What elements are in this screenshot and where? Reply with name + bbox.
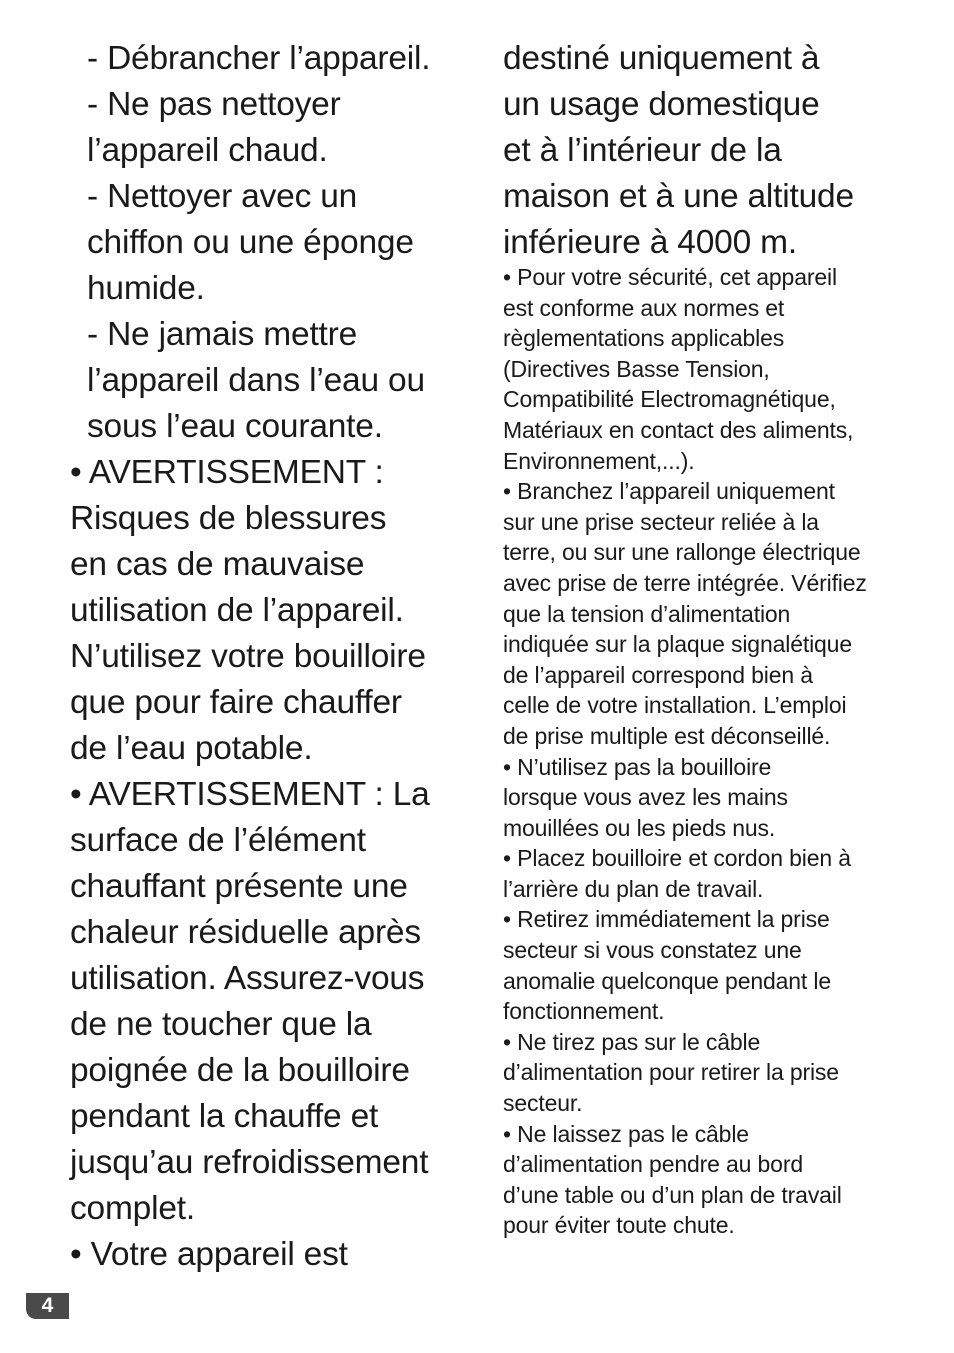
text-line: chaleur résiduelle après: [70, 914, 421, 951]
text-line: N’utilisez votre bouilloire: [70, 638, 426, 675]
text-line: mouillées ou les pieds nus.: [503, 814, 776, 841]
text-line: (Directives Basse Tension,: [503, 355, 770, 382]
text-line: Environnement,...).: [503, 447, 695, 474]
text-line: maison et à une altitude: [503, 178, 854, 215]
text-line: d’alimentation pour retirer la prise: [503, 1059, 839, 1086]
text-line: - Ne jamais mettre: [87, 316, 358, 353]
text-line: utilisation. Assurez-vous: [70, 960, 425, 997]
text-line: l’appareil dans l’eau ou: [87, 362, 425, 399]
text-line: de ne toucher que la: [70, 1006, 372, 1043]
text-line: • AVERTISSEMENT :: [70, 454, 384, 491]
page-number-badge: 4: [26, 1293, 69, 1319]
text-line: - Ne pas nettoyer: [87, 86, 341, 123]
text-line: • Pour votre sécurité, cet appareil: [503, 264, 837, 290]
text-line: fonctionnement.: [503, 998, 665, 1025]
text-line: • Placez bouilloire et cordon bien à: [503, 845, 851, 872]
text-line: secteur si vous constatez une: [503, 937, 802, 964]
text-line: • Retirez immédiatement la prise: [503, 906, 830, 933]
text-line: que pour faire chauffer: [70, 684, 402, 721]
text-line: inférieure à 4000 m.: [503, 224, 797, 261]
text-line: que la tension d’alimentation: [503, 600, 791, 627]
text-line: chiffon ou une éponge: [87, 224, 414, 261]
text-line: avec prise de terre intégrée. Vérifiez: [503, 569, 867, 596]
text-line: • Votre appareil est: [70, 1236, 348, 1273]
text-line: pour éviter toute chute.: [503, 1212, 735, 1239]
text-line: l’arrière du plan de travail.: [503, 875, 764, 902]
text-line: • N’utilisez pas la bouilloire: [503, 753, 772, 780]
text-line: poignée de la bouilloire: [70, 1052, 410, 1089]
text-line: celle de votre installation. L’emploi: [503, 692, 847, 719]
text-line: de prise multiple est déconseillé.: [503, 722, 831, 749]
text-line: destiné uniquement à: [503, 40, 820, 77]
text-line: sous l’eau courante.: [87, 408, 383, 445]
text-line: d’alimentation pendre au bord: [503, 1151, 803, 1178]
text-line: • Branchez l’appareil uniquement: [503, 478, 835, 505]
text-line: • Ne laissez pas le câble: [503, 1120, 749, 1147]
text-line: lorsque vous avez les mains: [503, 784, 788, 811]
text-line: humide.: [87, 270, 205, 307]
text-line: Compatibilité Electromagnétique,: [503, 386, 836, 413]
text-line: - Débrancher l’appareil.: [87, 40, 431, 77]
text-line: • AVERTISSEMENT : La: [70, 776, 430, 813]
text-line: anomalie quelconque pendant le: [503, 967, 831, 994]
text-line: de l’appareil correspond bien à: [503, 661, 813, 688]
text-line: jusqu’au refroidissement: [70, 1144, 429, 1181]
text-line: pendant la chauffe et: [70, 1098, 379, 1135]
text-line: l’appareil chaud.: [87, 132, 328, 169]
text-line: • Ne tirez pas sur le câble: [503, 1028, 761, 1055]
safety-instructions: [503, 262, 923, 1241]
text-line: indiquée sur la plaque signalétique: [503, 631, 852, 658]
text-line: Risques de blessures: [70, 500, 387, 537]
text-line: de l’eau potable.: [70, 730, 313, 767]
text-line: surface de l’élément: [70, 822, 366, 859]
text-line: - Nettoyer avec un: [87, 178, 358, 215]
text-line: un usage domestique: [503, 86, 820, 123]
continued-paragraph: [503, 36, 923, 266]
text-line: est conforme aux normes et: [503, 294, 785, 321]
text-line: règlementations applicables: [503, 325, 785, 352]
text-line: utilisation de l’appareil.: [70, 592, 404, 629]
text-line: sur une prise secteur reliée à la: [503, 508, 819, 535]
right-column: [503, 36, 923, 1241]
text-line: Matériaux en contact des aliments,: [503, 416, 854, 443]
text-line: secteur.: [503, 1090, 583, 1117]
text-line: complet.: [70, 1190, 196, 1227]
text-line: terre, ou sur une rallonge électrique: [503, 539, 861, 566]
text-line: d’une table ou d’un plan de travail: [503, 1181, 842, 1208]
text-line: en cas de mauvaise: [70, 546, 365, 583]
left-column: [70, 36, 480, 1278]
text-line: chauffant présente une: [70, 868, 408, 905]
text-line: et à l’intérieur de la: [503, 132, 782, 169]
